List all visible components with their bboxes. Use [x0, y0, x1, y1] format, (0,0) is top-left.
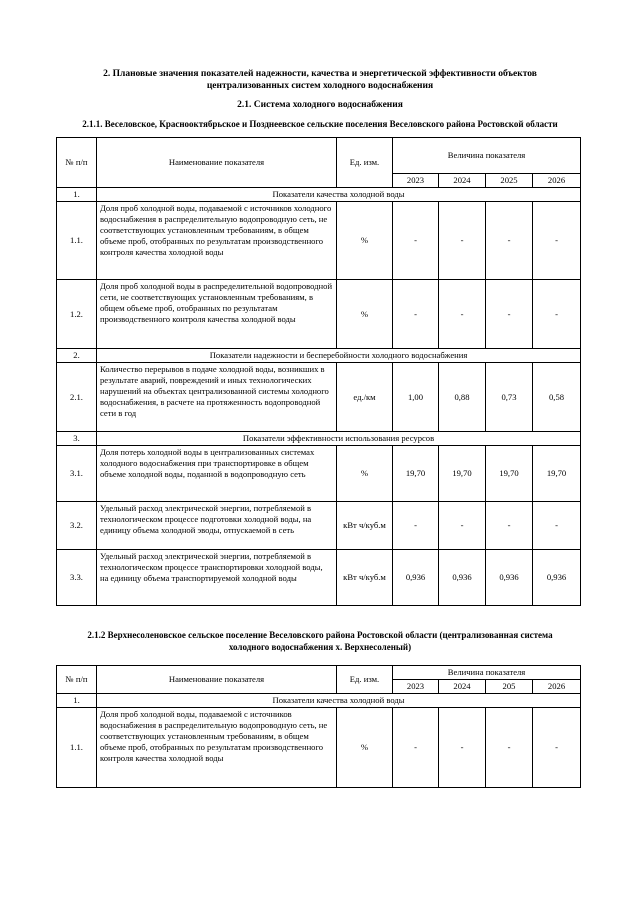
year-cell: 2024: [439, 680, 486, 694]
row-value: 19,70: [439, 446, 486, 502]
row-value: 0,73: [486, 363, 533, 432]
row-unit: %: [337, 446, 393, 502]
year-cell: 2026: [533, 680, 581, 694]
row-name: Доля проб холодной воды в распределительной водопроводной сети, не соответствующих установленным требованиям, в общем объеме проб, отобранных по результатам производственного контроля качества холодной воды: [97, 280, 337, 349]
row-num: 1.: [57, 188, 97, 202]
row-num: 3.3.: [57, 550, 97, 606]
row-value: -: [533, 202, 581, 280]
row-value: 19,70: [533, 446, 581, 502]
row-num: 1.2.: [57, 280, 97, 349]
row-value: -: [393, 202, 439, 280]
table-header-row: [57, 138, 581, 174]
row-unit: кВт ч/куб.м: [337, 502, 393, 550]
year-cell: 2023: [393, 174, 439, 188]
section-heading-2-line1: 2.1.2 Верхнесоленовское сельское поселение Веселовского района Ростовской области (централизованная система: [87, 630, 553, 640]
row-unit: %: [337, 708, 393, 788]
row-num: 3.2.: [57, 502, 97, 550]
table-row: [57, 550, 581, 606]
row-value: -: [393, 502, 439, 550]
document-subtitle: 2.1. Система холодного водоснабжения: [237, 100, 403, 110]
row-value: 1,00: [393, 363, 439, 432]
row-value: -: [533, 708, 581, 788]
section-title: Показатели качества холодной воды: [97, 188, 581, 202]
row-value: -: [533, 280, 581, 349]
indicators-table-2: [56, 665, 581, 788]
row-value: -: [486, 708, 533, 788]
year-cell: 205: [486, 680, 533, 694]
row-value: -: [486, 280, 533, 349]
section-row: [57, 349, 581, 363]
row-value: -: [439, 502, 486, 550]
row-value: -: [439, 202, 486, 280]
row-value: -: [533, 502, 581, 550]
row-value: -: [393, 280, 439, 349]
row-value: 19,70: [393, 446, 439, 502]
row-value: -: [439, 708, 486, 788]
row-num: 2.1.: [57, 363, 97, 432]
row-name: Удельный расход электрической энергии, потребляемой в технологическом процессе подготовки холодной воды, на единицу объема холодной эводы, отпускаемой в сеть: [97, 502, 337, 550]
row-unit: %: [337, 280, 393, 349]
row-unit: ед./км: [337, 363, 393, 432]
document-title-line2: централизованных систем холодного водоснабжения: [206, 81, 434, 91]
row-name: Удельный расход электрической энергии, потребляемой в технологическом процессе транспортировки холодной воды, на единицу объема транспортируемой холодной воды: [97, 550, 337, 606]
row-name: Доля проб холодной воды, подаваемой с источников холодного водоснабжения в распределительную водопроводную сеть, не соответствующих установленным требованиям, в общем объеме проб, отобранных по результатам производственного контроля качества холодной воды: [97, 202, 337, 280]
row-num: 2.: [57, 349, 97, 363]
section-heading-2-line2: холодного водоснабжения х. Верхнесоленый): [228, 642, 412, 652]
header-num: № п/п: [57, 666, 97, 694]
header-value: Величина показателя: [393, 138, 581, 174]
header-value: Величина показателя: [393, 666, 581, 680]
row-unit: кВт ч/куб.м: [337, 550, 393, 606]
row-value: -: [486, 202, 533, 280]
year-cell: 2026: [533, 174, 581, 188]
document-title-line1: 2. Плановые значения показателей надежности, качества и энергетической эффективности объектов: [103, 69, 537, 79]
section-title: Показатели эффективности использования ресурсов: [97, 432, 581, 446]
table-row: [57, 502, 581, 550]
header-unit: Ед. изм.: [337, 138, 393, 188]
row-num: 3.1.: [57, 446, 97, 502]
indicators-table-1: [56, 137, 581, 606]
row-value: 19,70: [486, 446, 533, 502]
section-heading-1: 2.1.1. Веселовское, Краснооктябрьское и Позднеевское сельские поселения Веселовского района Ростовской области: [82, 119, 558, 129]
table-row: [57, 446, 581, 502]
table-row: [57, 202, 581, 280]
row-value: 0,88: [439, 363, 486, 432]
row-value: 0,936: [439, 550, 486, 606]
year-cell: 2025: [486, 174, 533, 188]
table-header-row: [57, 666, 581, 680]
row-value: 0,936: [393, 550, 439, 606]
year-cell: 2023: [393, 680, 439, 694]
row-value: 0,936: [486, 550, 533, 606]
row-name: Доля потерь холодной воды в централизованных системах холодного водоснабжения при транспортировке в общем объеме холодной воды, поданной в водопроводную сеть: [97, 446, 337, 502]
section-title: Показатели надежности и бесперебойности холодного водоснабжения: [97, 349, 581, 363]
section-row: [57, 694, 581, 708]
row-value: -: [393, 708, 439, 788]
row-value: -: [439, 280, 486, 349]
row-num: 1.: [57, 694, 97, 708]
row-name: Доля проб холодной воды, подаваемой с источников водоснабжения в распределительную водопроводную сеть, не соответствующих установленным требованиям, в общем объеме проб, отобранных по результатам производственного контроля качества холодной воды: [97, 708, 337, 788]
row-num: 1.1.: [57, 708, 97, 788]
header-unit: Ед. изм.: [337, 666, 393, 694]
row-value: 0,58: [533, 363, 581, 432]
header-num: № п/п: [57, 138, 97, 188]
year-cell: 2024: [439, 174, 486, 188]
row-unit: %: [337, 202, 393, 280]
table-row: [57, 708, 581, 788]
table-row: [57, 280, 581, 349]
header-name: Наименование показателя: [97, 666, 337, 694]
section-row: [57, 432, 581, 446]
row-num: 1.1.: [57, 202, 97, 280]
table-row: [57, 363, 581, 432]
section-row: [57, 188, 581, 202]
row-value: 0,936: [533, 550, 581, 606]
row-name: Количество перерывов в подаче холодной воды, возникших в результате аварий, повреждений и иных технологических нарушений на объектах централизованной системы холодного водоснабжения, в расчете на протяженность водопроводной сети в год: [97, 363, 337, 432]
header-name: Наименование показателя: [97, 138, 337, 188]
section-title: Показатели качества холодной воды: [97, 694, 581, 708]
row-value: -: [486, 502, 533, 550]
row-num: 3.: [57, 432, 97, 446]
